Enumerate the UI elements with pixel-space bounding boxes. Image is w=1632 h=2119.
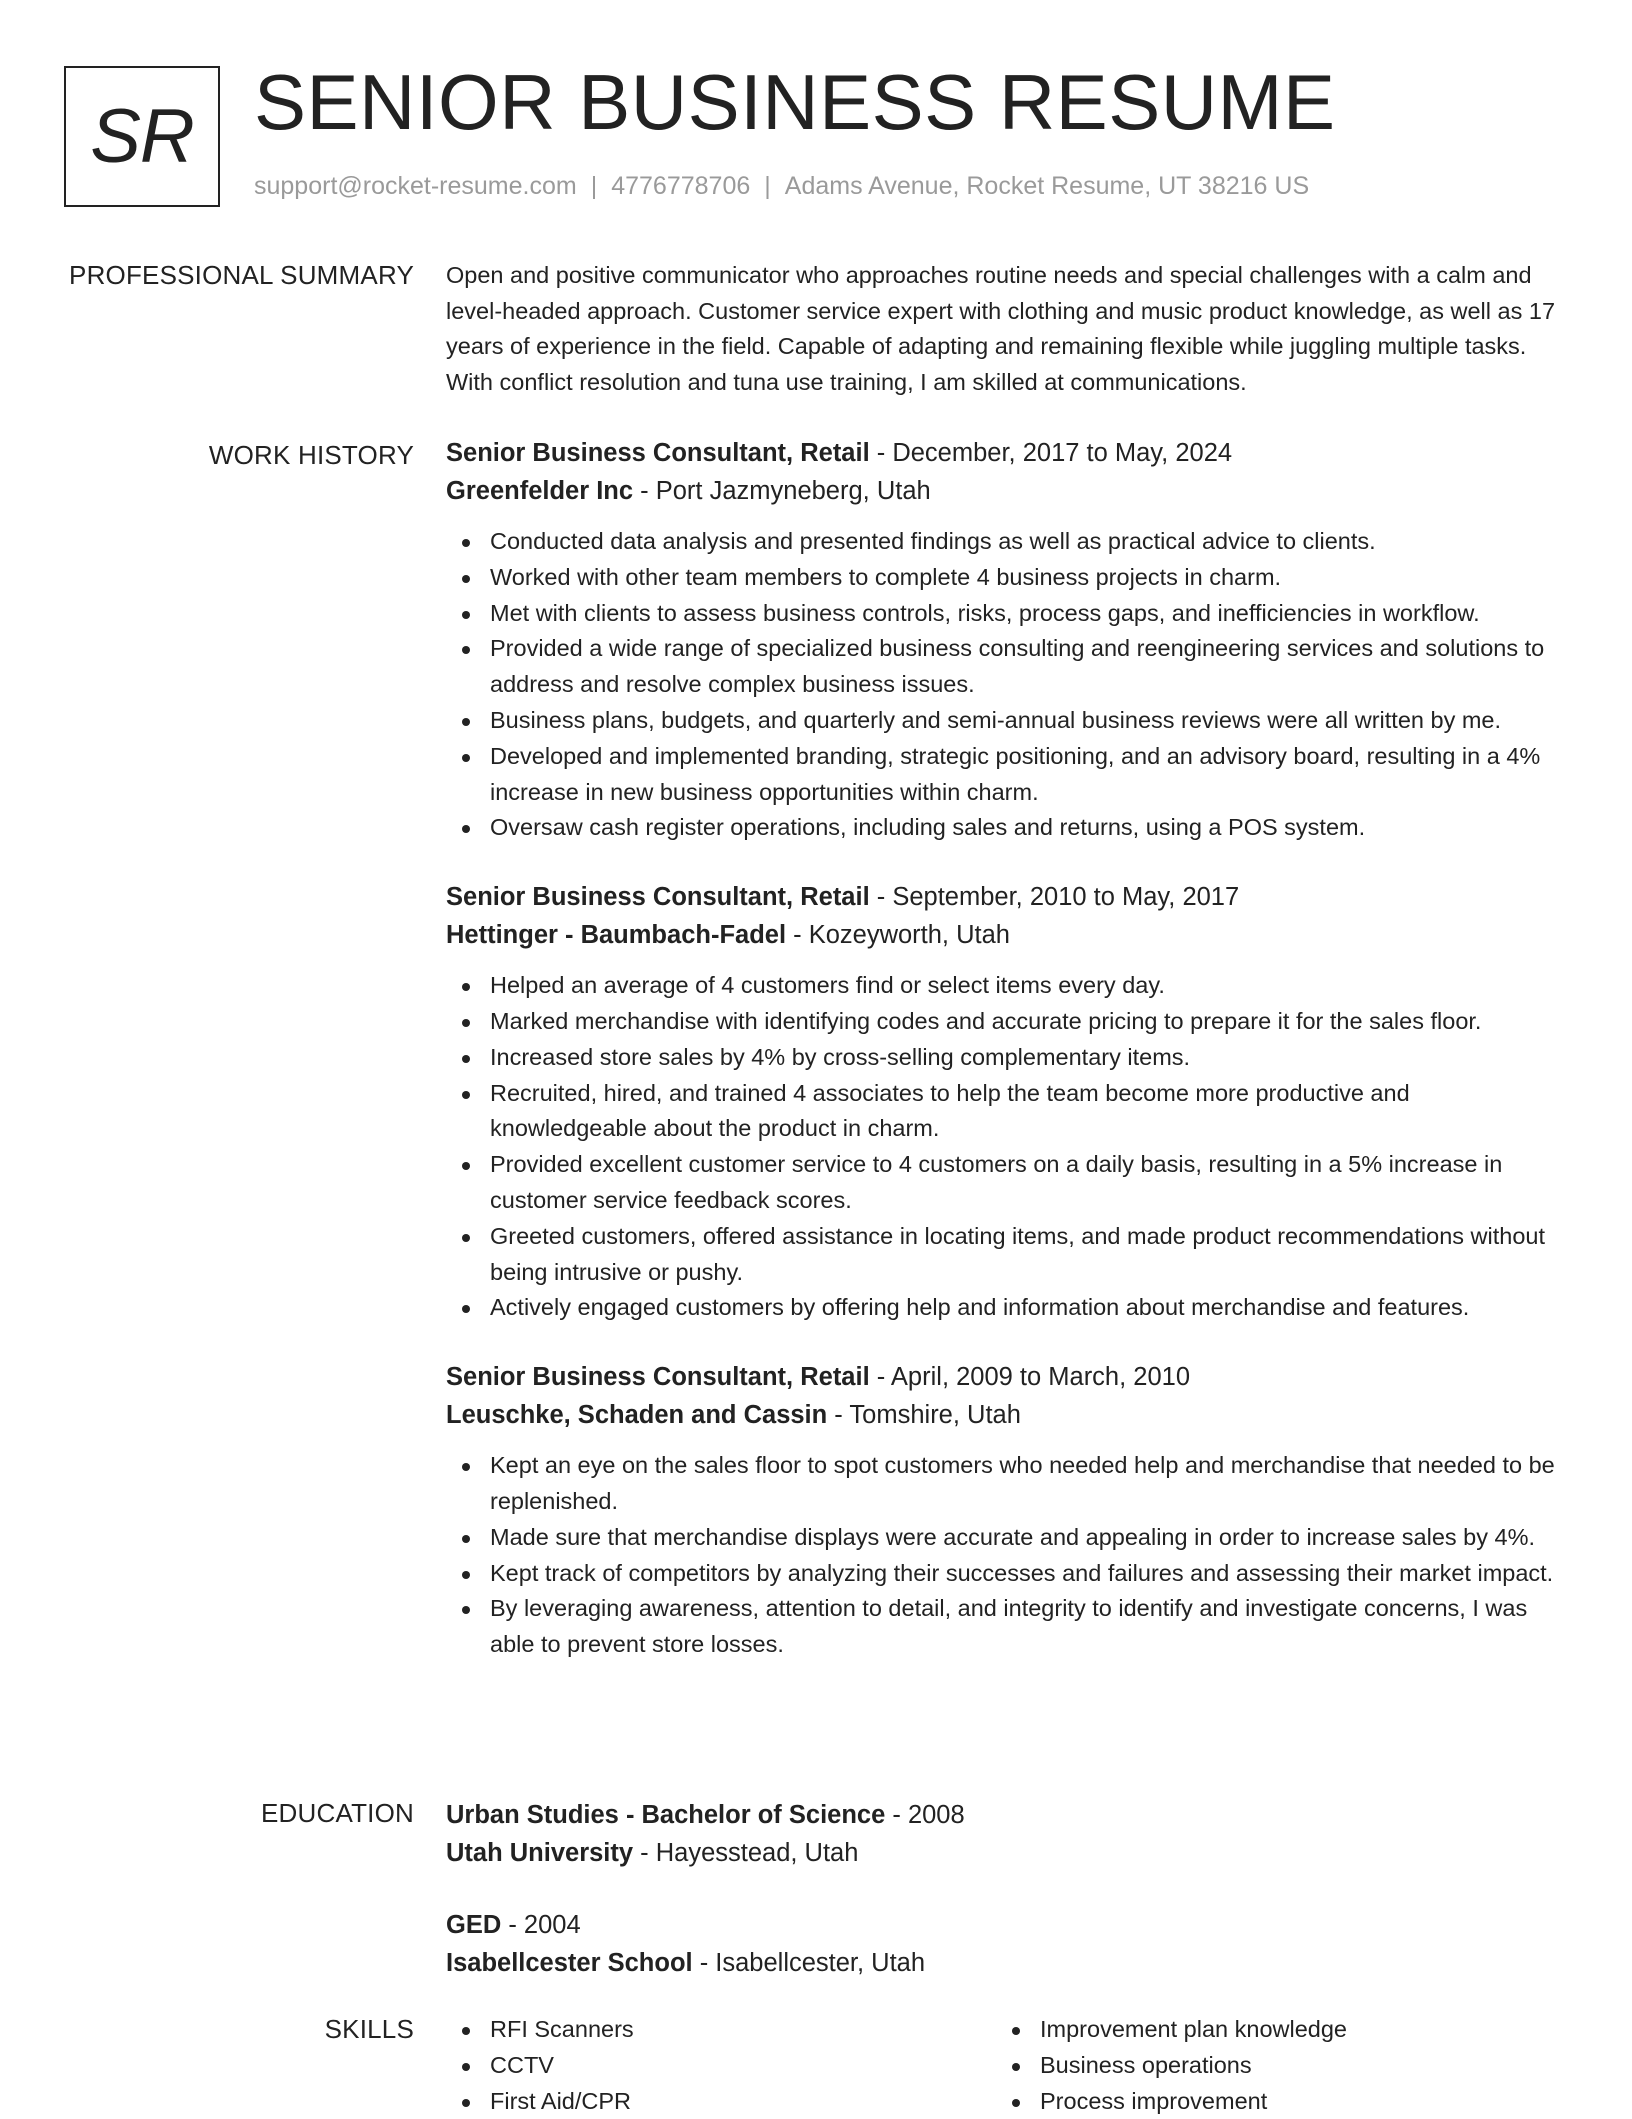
contact-separator: | <box>590 172 598 200</box>
skill-item: Business operations <box>996 2048 1546 2084</box>
education-year: - 2004 <box>501 1911 581 1939</box>
job-location: - Port Jazmyneberg, Utah <box>633 477 931 505</box>
skills-column-right <box>996 2012 1546 2119</box>
job-bullet: By leveraging awareness, attention to detail, and integrity to identify and investigate concerns, I was able to prevent store losses. <box>446 1591 1556 1663</box>
job-dates: - April, 2009 to March, 2010 <box>869 1363 1191 1392</box>
skill-item: Process improvement <box>996 2084 1546 2119</box>
education-school-line <box>446 1944 1556 1982</box>
education-degree: GED <box>446 1911 502 1939</box>
job-heading <box>446 1358 1556 1396</box>
job-company-line <box>446 916 1556 954</box>
education-entry <box>446 1796 1556 1872</box>
education-degree: Urban Studies - Bachelor of Science <box>446 1801 886 1829</box>
contact-address: Adams Avenue, Rocket Resume, UT 38216 US <box>784 172 1310 200</box>
skills-list <box>996 2012 1546 2119</box>
job-entry <box>446 878 1556 1326</box>
monogram-initials: SR <box>90 94 194 179</box>
skills-list <box>446 2012 996 2119</box>
job-company: Greenfelder Inc <box>446 477 634 505</box>
job-bullet: Oversaw cash register operations, including sales and returns, using a POS system. <box>446 810 1556 846</box>
education-degree-line <box>446 1796 1556 1834</box>
education-year: - 2008 <box>885 1801 965 1829</box>
job-bullet: Actively engaged customers by offering help and information about merchandise and features. <box>446 1290 1556 1326</box>
job-bullet: Provided excellent customer service to 4 customers on a daily basis, resulting in a 5% increase in customer service feedback scores. <box>446 1147 1556 1219</box>
summary-text: Open and positive communicator who approaches routine needs and special challenges with a calm and level-headed approach. Customer service expert with clothing and music product knowledge, as well as 17 years of experience in the field. Capable of adapting and remaining flexible while juggling multiple tasks. With conflict resolution and tuna use training, I am skilled at communications. <box>446 262 1556 395</box>
job-list <box>446 434 1556 1695</box>
skill-item: CCTV <box>446 2048 996 2084</box>
job-bullets <box>446 524 1556 846</box>
job-role: Senior Business Consultant, Retail <box>446 1363 870 1392</box>
job-role: Senior Business Consultant, Retail <box>446 439 870 467</box>
job-bullet: Greeted customers, offered assistance in locating items, and made product recommendations without being intrusive or pushy. <box>446 1219 1556 1291</box>
section-title-work-history: WORK HISTORY <box>208 440 414 470</box>
job-company-line <box>446 1396 1556 1434</box>
skill-item: Improvement plan knowledge <box>996 2012 1546 2048</box>
job-entry <box>446 1358 1556 1663</box>
job-entry <box>446 434 1556 846</box>
job-dates: - September, 2010 to May, 2017 <box>869 883 1240 912</box>
job-location: - Tomshire, Utah <box>827 1401 1021 1430</box>
job-heading <box>446 878 1556 916</box>
education-entry <box>446 1906 1556 1982</box>
section-title-summary: PROFESSIONAL SUMMARY <box>69 260 414 290</box>
education-degree-line <box>446 1906 1556 1944</box>
job-dates: - December, 2017 to May, 2024 <box>869 439 1233 467</box>
job-bullet: Marked merchandise with identifying codes and accurate pricing to prepare it for the sales floor. <box>446 1004 1556 1040</box>
education-location: - Hayesstead, Utah <box>633 1839 859 1867</box>
job-bullet: Kept an eye on the sales floor to spot customers who needed help and merchandise that needed to be replenished. <box>446 1448 1556 1520</box>
job-company: Leuschke, Schaden and Cassin <box>446 1401 828 1430</box>
job-bullet: Recruited, hired, and trained 4 associates to help the team become more productive and knowledgeable about the product in charm. <box>446 1076 1556 1148</box>
education-list <box>446 1796 1556 2016</box>
job-bullet: Made sure that merchandise displays were accurate and appealing in order to increase sales by 4%. <box>446 1520 1556 1556</box>
job-bullet: Helped an average of 4 customers find or select items every day. <box>446 968 1556 1004</box>
skill-item: RFI Scanners <box>446 2012 996 2048</box>
job-bullet: Worked with other team members to complete 4 business projects in charm. <box>446 560 1556 596</box>
education-location: - Isabellcester, Utah <box>692 1949 926 1977</box>
contact-email[interactable]: support@rocket-resume.com <box>254 172 577 200</box>
section-title-education: EDUCATION <box>261 1798 414 1828</box>
education-school: Utah University <box>446 1839 634 1867</box>
skills-column-left <box>446 2012 996 2119</box>
job-role: Senior Business Consultant, Retail <box>446 883 870 912</box>
job-bullet: Developed and implemented branding, strategic positioning, and an advisory board, resulting in a 4% increase in new business opportunities within charm. <box>446 739 1556 811</box>
job-heading <box>446 434 1556 472</box>
job-bullet: Increased store sales by 4% by cross-selling complementary items. <box>446 1040 1556 1076</box>
section-title-skills: SKILLS <box>324 2014 414 2044</box>
resume-title: SENIOR BUSINESS RESUME <box>254 58 1336 146</box>
job-bullet: Provided a wide range of specialized business consulting and reengineering services and solutions to address and resolve complex business issues. <box>446 631 1556 703</box>
contact-line <box>254 172 1309 201</box>
skills-columns <box>446 2012 1556 2119</box>
contact-phone[interactable]: 4776778706 <box>611 172 751 200</box>
monogram-badge <box>64 66 220 207</box>
job-company: Hettinger - Baumbach-Fadel <box>446 921 787 950</box>
contact-separator: | <box>764 172 771 200</box>
job-bullets <box>446 1448 1556 1663</box>
job-bullets <box>446 968 1556 1326</box>
education-school: Isabellcester School <box>446 1949 693 1977</box>
skill-item: First Aid/CPR <box>446 2084 996 2119</box>
education-school-line <box>446 1834 1556 1872</box>
job-bullet: Met with clients to assess business controls, risks, process gaps, and inefficiencies in workflow. <box>446 596 1556 632</box>
job-bullet: Business plans, budgets, and quarterly and semi-annual business reviews were all written by me. <box>446 703 1556 739</box>
job-bullet: Kept track of competitors by analyzing their successes and failures and assessing their market impact. <box>446 1556 1556 1592</box>
job-bullet: Conducted data analysis and presented findings as well as practical advice to clients. <box>446 524 1556 560</box>
job-location: - Kozeyworth, Utah <box>786 921 1010 950</box>
job-company-line <box>446 472 1556 510</box>
